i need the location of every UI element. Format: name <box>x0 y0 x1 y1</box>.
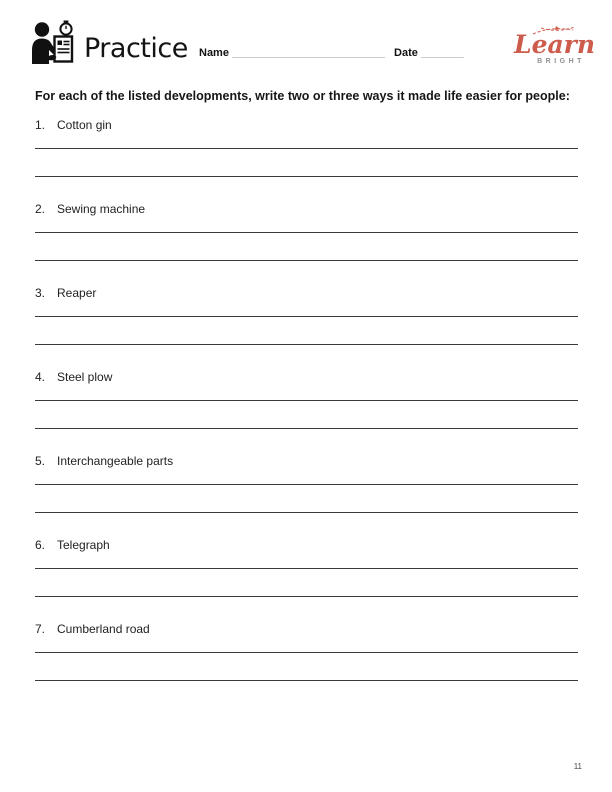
learnbright-logo <box>514 24 594 65</box>
answer-line <box>35 568 578 569</box>
item-number: 4. <box>35 370 46 384</box>
answer-line <box>35 176 578 177</box>
answer-line <box>35 232 578 233</box>
answer-line <box>35 484 578 485</box>
item-number: 1. <box>35 118 46 132</box>
worksheet-item-3 <box>35 286 578 370</box>
item-number: 5. <box>35 454 46 468</box>
item-label: Sewing machine <box>57 202 146 216</box>
worksheet-item-6 <box>35 538 578 622</box>
name-blank: _________________________ <box>232 47 385 59</box>
item-number: 2. <box>35 202 46 216</box>
practice-icon <box>29 20 81 70</box>
answer-line <box>35 344 578 345</box>
answer-line <box>35 512 578 513</box>
worksheet-item-1 <box>35 118 578 202</box>
item-label: Cumberland road <box>57 622 150 636</box>
answer-line <box>35 316 578 317</box>
logo-script-text: Learn <box>514 30 596 59</box>
date-label: Date <box>394 47 418 59</box>
name-date-row <box>199 47 464 59</box>
name-label: Name <box>199 47 229 59</box>
item-number: 3. <box>35 286 46 300</box>
answer-line <box>35 652 578 653</box>
worksheet-item-4 <box>35 370 578 454</box>
item-number: 7. <box>35 622 46 636</box>
instructions-text: For each of the listed developments, write two or three ways it made life easier for people: <box>35 89 570 103</box>
worksheet-item-2 <box>35 202 578 286</box>
answer-line <box>35 400 578 401</box>
worksheet-item-7 <box>35 622 578 706</box>
item-label: Interchangeable parts <box>57 454 174 468</box>
answer-line <box>35 596 578 597</box>
answer-line <box>35 428 578 429</box>
page-title: Practice <box>84 33 188 64</box>
stopwatch-icon <box>60 21 71 35</box>
logo-sub-text: BRIGHT <box>537 58 585 65</box>
item-label: Cotton gin <box>57 118 112 132</box>
answer-line <box>35 680 578 681</box>
page-number: 11 <box>573 762 582 771</box>
item-label: Reaper <box>57 286 97 300</box>
answer-line <box>35 148 578 149</box>
item-number: 6. <box>35 538 46 552</box>
item-label: Steel plow <box>57 370 113 384</box>
clipboard-icon <box>55 37 73 62</box>
answer-line <box>35 260 578 261</box>
worksheet-item-5 <box>35 454 578 538</box>
item-label: Telegraph <box>57 538 110 552</box>
date-blank: _______ <box>420 47 464 59</box>
